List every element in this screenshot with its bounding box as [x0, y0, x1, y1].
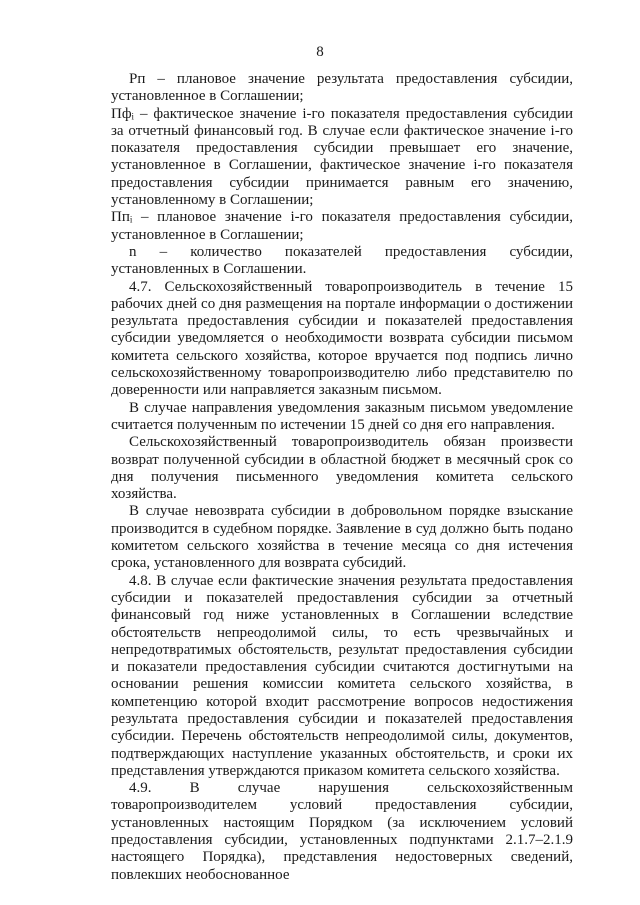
paragraph-4-9: 4.9. В случае нарушения сельскохозяйственным товаропроизводителем условий предоставления субсидии, установленных настоящим Порядком (за исключением условий предоставления субсидии, установленных подпунктами 2.1.7–2.1.9 настоящего Порядка), представления недостоверных сведений, повлекших необоснованное	[111, 780, 573, 883]
paragraph-rp-definition: Рп – плановое значение результата предоставления субсидии, установленное в Соглашении;	[111, 71, 573, 105]
document-body	[111, 71, 573, 884]
paragraph-n-definition: n – количество показателей предоставления субсидии, установленных в Соглашении.	[111, 243, 573, 278]
paragraph-court-recovery: В случае невозврата субсидии в добровольном порядке взыскание производится в судебном порядке. Заявление в суд должно быть подано комитетом сельского хозяйства в течение месяца со дня истечения срока, установленного для возврата субсидий.	[111, 503, 573, 572]
page-number: 8	[316, 44, 324, 60]
paragraph-refund-obligation: Сельскохозяйственный товаропроизводитель обязан произвести возврат полученной субсидии в областной бюджет в месячный срок со дня получения письменного уведомления комитета сельского хозяйства.	[111, 434, 573, 503]
paragraph-4-7: 4.7. Сельскохозяйственный товаропроизводитель в течение 15 рабочих дней со дня размещения на портале информации о достижении результата предоставления субсидии и показателей предоставления субсидии уведомляется о необходимости возврата субсидии письмом комитета сельского хозяйства, которое вручается под подпись лично сельскохозяйственному товаропроизводителю либо представителю по доверенности или направляется заказным письмом.	[111, 278, 573, 399]
paragraph-pf-definition: Пфᵢ – фактическое значение i-го показателя предоставления субсидии за отчетный финансовый год. В случае если фактическое значение i-го показателя предоставления субсидии превышает его значение, установленное в Соглашении, фактическое значение i-го показателя предоставления субсидии принимается равным его значению, установленному в Соглашении;	[111, 105, 573, 209]
paragraph-pp-definition: Ппᵢ – плановое значение i-го показателя предоставления субсидии, установленное в Соглашении;	[111, 209, 573, 243]
paragraph-4-8: 4.8. В случае если фактические значения результата предоставления субсидии и показателей предоставления субсидии за отчетный финансовый год ниже установленных в Соглашении вследствие обстоятельств непреодолимой силы, то есть чрезвычайных и непредотвратимых обстоятельств, результат предоставления субсидии и показатели предоставления субсидии считаются достигнутыми на основании решения комиссии комитета сельского хозяйства, в компетенцию которой входит рассмотрение вопросов недостижения результата предоставления субсидии и показателей предоставления субсидии. Перечень обстоятельств непреодолимой силы, документов, подтверждающих наступление указанных обстоятельств, и сроки их представления утверждаются приказом комитета сельского хозяйства.	[111, 572, 573, 779]
paragraph-notice-by-mail: В случае направления уведомления заказным письмом уведомление считается полученным по истечении 15 дней со дня его направления.	[111, 399, 573, 433]
